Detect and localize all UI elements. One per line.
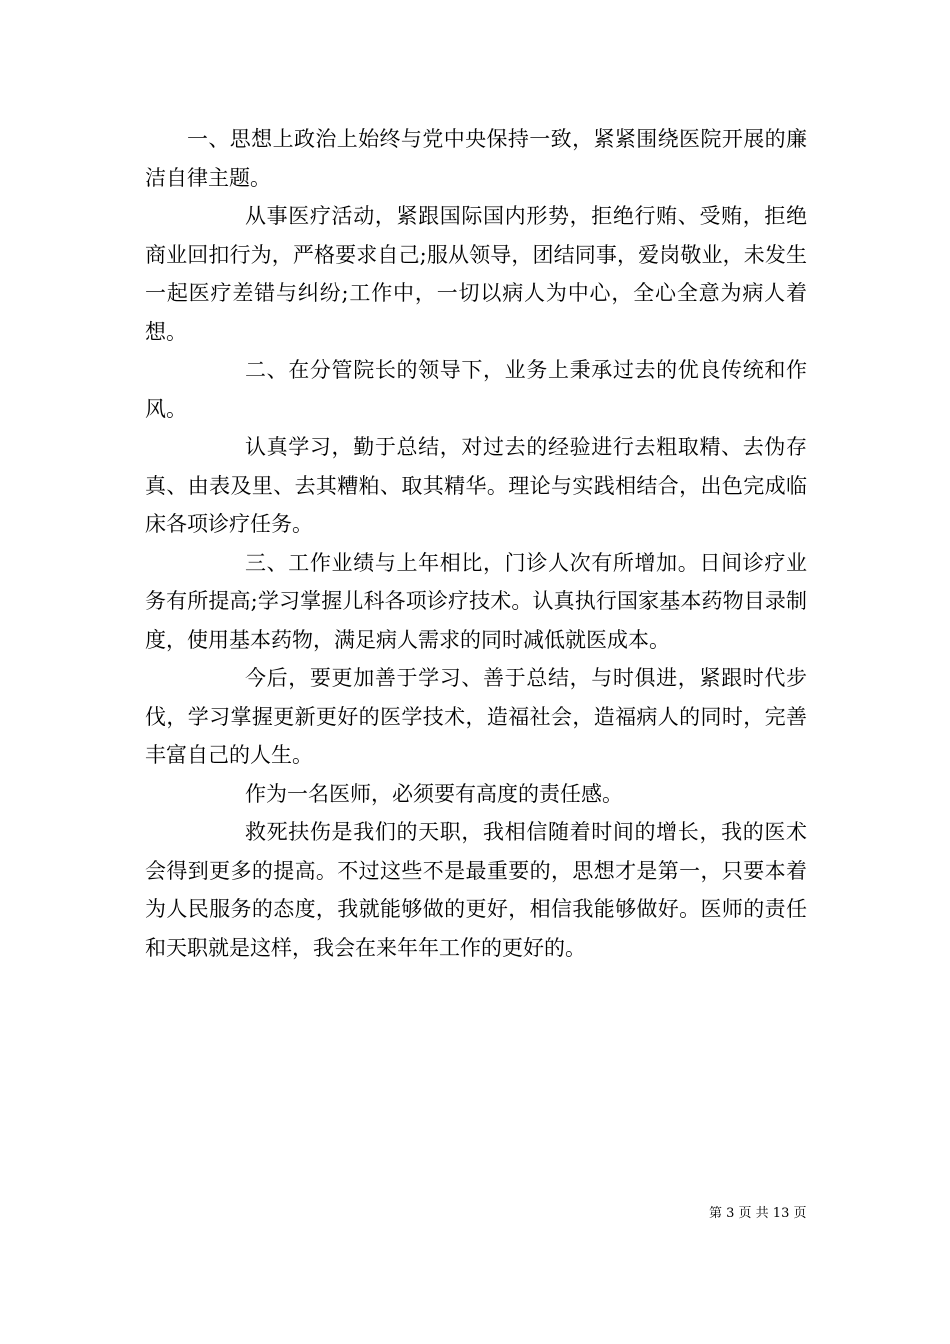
document-body — [145, 120, 807, 967]
paragraph-7: 作为一名医师，必须要有高度的责任感。 — [245, 781, 623, 806]
paragraph-4: 认真学习，勤于总结，对过去的经验进行去粗取精、去伪存真、由表及里、去其糟粕、取其精华。理论与实践相结合，出色完成临床各项诊疗任务。 — [145, 435, 807, 536]
paragraph-2: 从事医疗活动，紧跟国际国内形势，拒绝行贿、受贿，拒绝商业回扣行为，严格要求自己;服从领导，团结同事，爱岗敬业，未发生一起医疗差错与纠纷;工作中，一切以病人为中心，全心全意为病人着想。 — [145, 204, 807, 344]
paragraph-6: 今后，要更加善于学习、善于总结，与时俱进，紧跟时代步伐，学习掌握更新更好的医学技术，造福社会，造福病人的同时，完善丰富自己的人生。 — [145, 666, 807, 767]
paragraph-5: 三、工作业绩与上年相比，门诊人次有所增加。日间诊疗业务有所提高;学习掌握儿科各项诊疗技术。认真执行国家基本药物目录制度，使用基本药物，满足病人需求的同时减低就医成本。 — [145, 550, 807, 652]
page-number-footer: 第 3 页 共 13 页 — [709, 1206, 807, 1221]
paragraph-3: 二、在分管院长的领导下，业务上秉承过去的优良传统和作风。 — [145, 358, 807, 421]
paragraph-1: 一、思想上政治上始终与党中央保持一致，紧紧围绕医院开展的廉洁自律主题。 — [145, 127, 807, 190]
paragraph-8: 救死扶伤是我们的天职，我相信随着时间的增长，我的医术会得到更多的提高。不过这些不是最重要的，思想才是第一，只要本着为人民服务的态度，我就能够做的更好，相信我能够做好。医师的责任和天职就是这样，我会在来年年工作的更好的。 — [145, 820, 807, 960]
